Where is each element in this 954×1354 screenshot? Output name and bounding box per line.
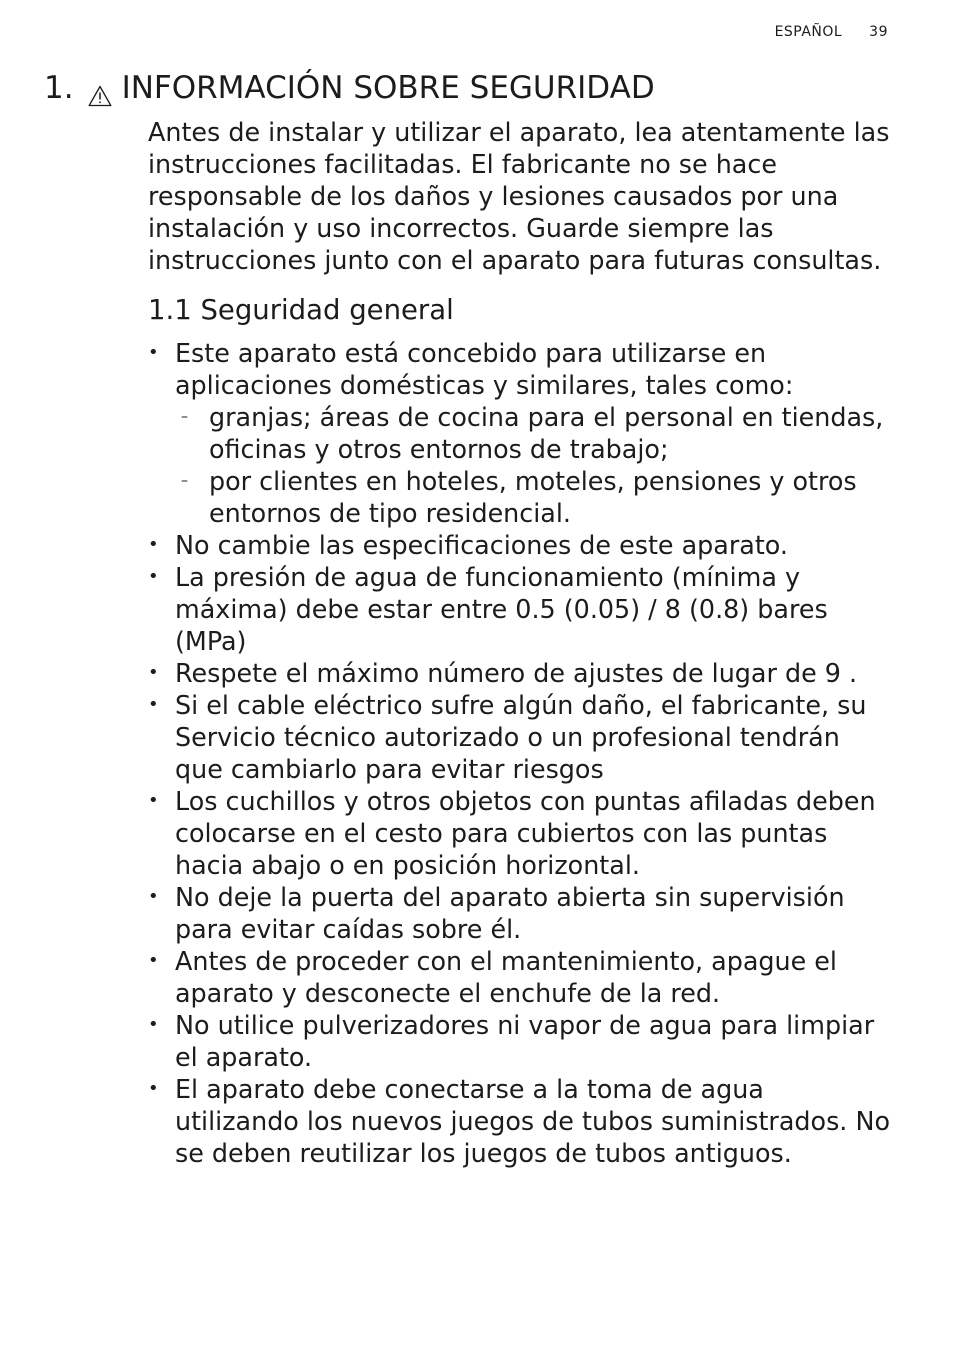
running-header bbox=[775, 24, 888, 40]
list-item: • Respete el máximo número de ajustes de lugar de 9 . bbox=[148, 657, 893, 689]
warning-triangle-icon bbox=[88, 77, 112, 99]
list-item: • No deje la puerta del aparato abierta sin supervisión para evitar caídas sobre él. bbox=[148, 881, 893, 945]
sub-list bbox=[175, 401, 893, 529]
page-number: 39 bbox=[869, 24, 888, 40]
section-title-text: INFORMACIÓN SOBRE SEGURIDAD bbox=[121, 70, 655, 106]
section-number: 1. bbox=[44, 70, 74, 106]
list-item-text: Este aparato está concebido para utilizarse en aplicaciones domésticas y similares, tales como: bbox=[175, 338, 794, 400]
list-item: • No utilice pulverizadores ni vapor de agua para limpiar el aparato. bbox=[148, 1009, 893, 1073]
header-language: ESPAÑOL bbox=[774, 24, 843, 40]
list-item: • La presión de agua de funcionamiento (mínima y máxima) debe estar entre 0.5 (0.05) / 8 (0.8) bares (MPa) bbox=[148, 561, 893, 657]
list-item: • Los cuchillos y otros objetos con puntas afiladas deben colocarse en el cesto para cubiertos con las puntas hacia abajo o en posición horizontal. bbox=[148, 785, 893, 881]
section-title bbox=[44, 68, 655, 108]
sub-list-item: – por clientes en hoteles, moteles, pensiones y otros entornos de tipo residencial. bbox=[175, 465, 893, 529]
list-item: • Antes de proceder con el mantenimiento, apague el aparato y desconecte el enchufe de la red. bbox=[148, 945, 893, 1009]
list-item bbox=[148, 337, 893, 529]
list-item: • Si el cable eléctrico sufre algún daño, el fabricante, su Servicio técnico autorizado o un profesional tendrán que cambiarlo para evitar riesgos bbox=[148, 689, 893, 785]
list-item: • No cambie las especificaciones de este aparato. bbox=[148, 529, 893, 561]
subsection-title: 1.1 Seguridad general bbox=[148, 294, 454, 326]
sub-list-item: – granjas; áreas de cocina para el personal en tiendas, oficinas y otros entornos de trabajo; bbox=[175, 401, 893, 465]
safety-list bbox=[148, 337, 893, 1169]
list-item: • El aparato debe conectarse a la toma de agua utilizando los nuevos juegos de tubos suministrados. No se deben reutilizar los juegos de tubos antiguos. bbox=[148, 1073, 893, 1169]
content bbox=[148, 116, 893, 1169]
intro-paragraph: Antes de instalar y utilizar el aparato, lea atentamente las instrucciones facilitadas. El fabricante no se hace responsable de los daños y lesiones causados por una instalación y uso incorrectos. Guarde siempre las instrucciones junto con el aparato para futuras consultas. bbox=[148, 117, 890, 275]
